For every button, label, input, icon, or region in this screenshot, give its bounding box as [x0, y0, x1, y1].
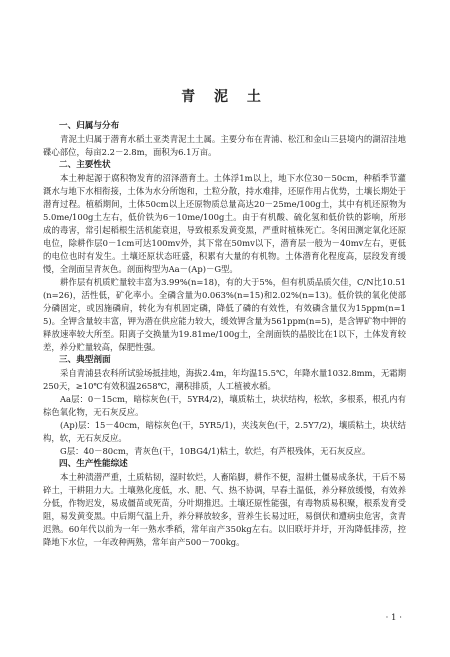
section-heading: 三、典型剖面	[59, 355, 111, 365]
page-title: 青 泥 土	[181, 89, 268, 105]
section-heading: 一、归属与分布	[59, 121, 120, 131]
paragraph: 采自青浦县农科所试验场抵挂地，海拔2.4m，年均温15.5℃，年降水量1032.8mm，无霜期250天，≥10℃有效积温2658℃，潮积排质，人工植被水稻。	[43, 368, 406, 391]
paragraph: 青泥土归属于潜育水稻土亚类青泥土土属。主要分布在青浦、松江和金山三县境内的湖沼洼地碟心部位，每亩2.2－2.8m，面积为6.1万亩。	[43, 134, 406, 157]
paragraph: 耕作层有机质贮量较丰富为3.99%(n=18)，有的大于5%，但有机质品质欠佳，C/N比10.51(n=26)，活性低，矿化率小。全磷含量为0.063%(n=15)和2.02%(n=13)。低价铁的氧化使部分磷固定，或因施磷肩，转化为有机固定磷，降低了磷的有效性，有效磷含量仅为15ppm(n=15)。全钾含量较丰富，钾为潜在供应能力较大，缓效钾含量为561ppm(n=5)，是含钾矿物中钾的释放速率较大所至。阳离子交换量为19.81me/100g土，全剖面铁的晶胶比在1以下，土体发育较差，养分贮量较高，保肥性强。	[43, 277, 406, 352]
section-heading: 二、主要性状	[59, 160, 111, 170]
paragraph: Aa层：0－15cm，暗棕灰色(干，5YR4/2)，壤质粘土，块状结构，松软，多根系，根孔内有棕色氧化物，无石灰反应。	[43, 394, 406, 417]
page-number: · 1 ·	[385, 613, 402, 623]
paragraph: 本土种起源于腐积物发育的沼泽潜育土。土体浮1m以上，地下水位30－50cm，种稻季节灌溉水与地下水相衔接，土体为水分所饱和，土粒分散，持水难排，还原作用占优势，土壤长期处于潜育过程。植稻期间，土体50cm以上还原物质总量高达20－25me/100g土，其中有机还原物为5.0me/100g土左右，低价铁为6－10me/100g土。由于有机酸、硫化氢和低价铁的影响，所形成的毒害，常引起稻根生活机能衰退，导致根系发黄变黑，严重时植株死亡。冬闲田测定氧化还原电位，除耕作层0－1cm可达100mv外，其下常在50mv以下，潜育层一般为－40mv左右，更低的电位也时有发生。土壤还原状态旺盛，积累有大量的有机物。土体潜育化程度高，层段发育缓慢，全剖面呈青灰色。剖面构型为Aa－(Ap)－G型。	[43, 173, 406, 274]
paragraph: (Ap)层：15－40cm，暗棕灰色(干，5YR5/1)，夹浅灰色(干，2.5Y7/2)，壤质粘土，块状结构，软，无石灰反应。	[43, 420, 406, 443]
section-heading: 四、生产性能综述	[59, 459, 128, 469]
paragraph: 本土种渍潜严重，土质粘韧，湿时软烂，人畜陷脚，耕作不便，湿耕土僵易成条状，干后不易碎土，干耕阻力大。土壤熟化度低，水、肥、气、热不协调，早春土温低，养分释放缓慢，有效养分低，作物迟发，易成僵苗或死苗，分叶期推迟。土壤还原性能强，有毒物质易积聚，根系发育受阻，易发黄变黑。中后期气温上升，养分释放较多，营养生长易过旺，易倒伏和遭病虫危害，贪青迟熟。60年代以前为一年一熟水季稻，常年亩产350kg左右。以旧联圩并圩，开沟降低排涝，控降地下水位，一年改种两熟，常年亩产500－700kg。	[43, 472, 406, 547]
paragraph: G层：40－80cm，青灰色(干，10BG4/1)粘土，软烂，有芦根残体，无石灰反应。	[60, 446, 371, 456]
